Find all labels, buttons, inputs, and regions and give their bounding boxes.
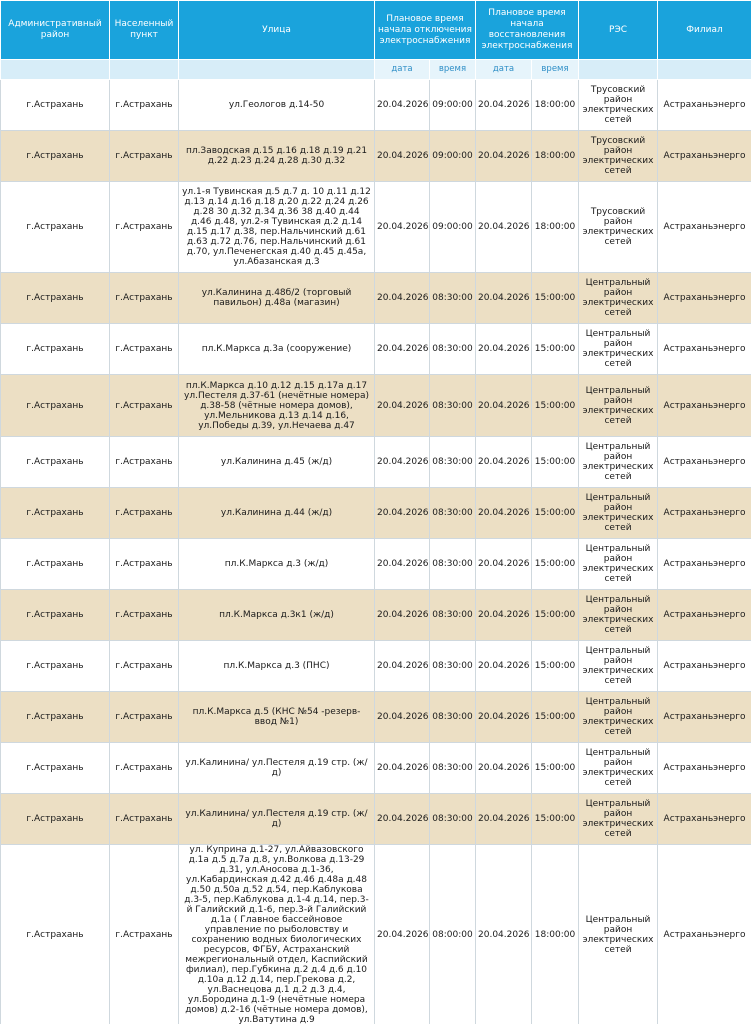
cell-off-time: 08:30:00 [430, 590, 476, 641]
cell-res: Центральный район электрических сетей [579, 324, 658, 375]
cell-off-time: 09:00:00 [430, 80, 476, 131]
cell-on-date: 20.04.2026 [476, 590, 532, 641]
cell-on-time: 15:00:00 [532, 375, 579, 437]
table-row [1, 375, 751, 437]
cell-res: Центральный район электрических сетей [579, 743, 658, 794]
cell-on-time: 15:00:00 [532, 743, 579, 794]
cell-off-time: 08:30:00 [430, 692, 476, 743]
cell-branch: Астраханьэнерго [658, 131, 751, 182]
cell-on-time: 18:00:00 [532, 845, 579, 1024]
cell-off-time: 08:30:00 [430, 437, 476, 488]
cell-on-date: 20.04.2026 [476, 539, 532, 590]
cell-res: Центральный район электрических сетей [579, 845, 658, 1024]
cell-on-date: 20.04.2026 [476, 641, 532, 692]
cell-on-date: 20.04.2026 [476, 80, 532, 131]
cell-off-date: 20.04.2026 [375, 437, 430, 488]
cell-district: г.Астрахань [1, 131, 110, 182]
cell-res: Трусовский район электрических сетей [579, 131, 658, 182]
cell-district: г.Астрахань [1, 273, 110, 324]
cell-off-date: 20.04.2026 [375, 375, 430, 437]
cell-off-time: 08:30:00 [430, 488, 476, 539]
cell-street: ул.Калинина/ ул.Пестеля д.19 стр. (ж/д) [179, 743, 375, 794]
cell-branch: Астраханьэнерго [658, 375, 751, 437]
cell-district: г.Астрахань [1, 539, 110, 590]
cell-off-date: 20.04.2026 [375, 324, 430, 375]
header-row [1, 1, 751, 60]
table-row [1, 324, 751, 375]
cell-res: Центральный район электрических сетей [579, 375, 658, 437]
cell-branch: Астраханьэнерго [658, 845, 751, 1024]
cell-off-date: 20.04.2026 [375, 80, 430, 131]
cell-res: Центральный район электрических сетей [579, 641, 658, 692]
cell-off-date: 20.04.2026 [375, 131, 430, 182]
cell-off-date: 20.04.2026 [375, 273, 430, 324]
cell-district: г.Астрахань [1, 182, 110, 273]
cell-off-time: 08:30:00 [430, 539, 476, 590]
cell-on-date: 20.04.2026 [476, 488, 532, 539]
cell-on-date: 20.04.2026 [476, 845, 532, 1024]
cell-branch: Астраханьэнерго [658, 80, 751, 131]
cell-off-date: 20.04.2026 [375, 488, 430, 539]
cell-on-date: 20.04.2026 [476, 437, 532, 488]
cell-district: г.Астрахань [1, 80, 110, 131]
table-row [1, 845, 751, 1024]
cell-branch: Астраханьэнерго [658, 437, 751, 488]
cell-branch: Астраханьэнерго [658, 539, 751, 590]
cell-branch: Астраханьэнерго [658, 488, 751, 539]
cell-off-date: 20.04.2026 [375, 794, 430, 845]
cell-off-time: 08:30:00 [430, 375, 476, 437]
cell-res: Центральный район электрических сетей [579, 437, 658, 488]
subheader-off-time: время [430, 60, 476, 80]
cell-res: Центральный район электрических сетей [579, 539, 658, 590]
cell-branch: Астраханьэнерго [658, 641, 751, 692]
cell-on-date: 20.04.2026 [476, 182, 532, 273]
cell-settlement: г.Астрахань [110, 80, 179, 131]
cell-on-time: 15:00:00 [532, 324, 579, 375]
col-header-street: Улица [179, 1, 375, 60]
cell-res: Центральный район электрических сетей [579, 273, 658, 324]
cell-settlement: г.Астрахань [110, 845, 179, 1024]
table-row [1, 692, 751, 743]
col-header-district: Административный район [1, 1, 110, 60]
cell-street: пл.К.Маркса д.10 д.12 д.15 д.17а д.17 ул.Пестеля д.37-61 (нечётные номера) д.38-58 (чётные номера домов), ул.Мельникова д.13 д.14 д.16, ул.Победы д.39, ул.Нечаева д.47 [179, 375, 375, 437]
cell-on-time: 15:00:00 [532, 641, 579, 692]
cell-settlement: г.Астрахань [110, 437, 179, 488]
col-header-branch: Филиал [658, 1, 751, 60]
cell-settlement: г.Астрахань [110, 743, 179, 794]
subheader-on-date: дата [476, 60, 532, 80]
cell-settlement: г.Астрахань [110, 324, 179, 375]
cell-settlement: г.Астрахань [110, 794, 179, 845]
cell-off-time: 09:00:00 [430, 182, 476, 273]
subheader-empty [658, 60, 751, 80]
cell-on-date: 20.04.2026 [476, 743, 532, 794]
cell-off-date: 20.04.2026 [375, 641, 430, 692]
cell-off-time: 08:30:00 [430, 641, 476, 692]
cell-on-time: 15:00:00 [532, 539, 579, 590]
cell-settlement: г.Астрахань [110, 375, 179, 437]
table-row [1, 488, 751, 539]
cell-off-date: 20.04.2026 [375, 182, 430, 273]
table-row [1, 182, 751, 273]
cell-street: пл.К.Маркса д.3а (сооружение) [179, 324, 375, 375]
cell-branch: Астраханьэнерго [658, 273, 751, 324]
subheader-row [1, 60, 751, 80]
cell-settlement: г.Астрахань [110, 641, 179, 692]
cell-settlement: г.Астрахань [110, 131, 179, 182]
subheader-off-date: дата [375, 60, 430, 80]
cell-on-date: 20.04.2026 [476, 131, 532, 182]
cell-branch: Астраханьэнерго [658, 794, 751, 845]
cell-street: ул.Калинина д.44 (ж/д) [179, 488, 375, 539]
cell-off-time: 08:30:00 [430, 324, 476, 375]
cell-street: ул.Калинина д.45 (ж/д) [179, 437, 375, 488]
col-header-res: РЭС [579, 1, 658, 60]
cell-street: пл.К.Маркса д.3 (ПНС) [179, 641, 375, 692]
subheader-empty [110, 60, 179, 80]
cell-district: г.Астрахань [1, 845, 110, 1024]
subheader-empty [179, 60, 375, 80]
cell-off-time: 08:30:00 [430, 743, 476, 794]
cell-district: г.Астрахань [1, 641, 110, 692]
col-header-settlement: Населенный пункт [110, 1, 179, 60]
cell-on-time: 15:00:00 [532, 692, 579, 743]
cell-district: г.Астрахань [1, 794, 110, 845]
cell-settlement: г.Астрахань [110, 488, 179, 539]
cell-street: ул.Геологов д.14-50 [179, 80, 375, 131]
cell-off-time: 08:30:00 [430, 273, 476, 324]
cell-res: Трусовский район электрических сетей [579, 182, 658, 273]
table-row [1, 273, 751, 324]
table-row [1, 743, 751, 794]
cell-on-time: 15:00:00 [532, 437, 579, 488]
table-row [1, 539, 751, 590]
cell-branch: Астраханьэнерго [658, 324, 751, 375]
cell-street: ул.Калинина д.48б/2 (торговый павильон) д.48а (магазин) [179, 273, 375, 324]
cell-off-time: 08:00:00 [430, 845, 476, 1024]
cell-street: пл.К.Маркса д.3к1 (ж/д) [179, 590, 375, 641]
table-row [1, 131, 751, 182]
cell-district: г.Астрахань [1, 375, 110, 437]
col-header-off-time: Плановое время начала отключения электроснабжения [375, 1, 476, 60]
cell-off-date: 20.04.2026 [375, 743, 430, 794]
cell-branch: Астраханьэнерго [658, 743, 751, 794]
table-row [1, 641, 751, 692]
table-row [1, 80, 751, 131]
cell-street: ул.Калинина/ ул.Пестеля д.19 стр. (ж/д) [179, 794, 375, 845]
table-row [1, 590, 751, 641]
cell-settlement: г.Астрахань [110, 182, 179, 273]
cell-settlement: г.Астрахань [110, 692, 179, 743]
cell-district: г.Астрахань [1, 488, 110, 539]
cell-street: ул. Куприна д.1-27, ул.Айвазовского д.1а д.5 д.7а д.8, ул.Волкова д.13-29 д.31, ул.Аносова д.1-36, ул.Кабардинская д.42 д.46 д.48а д.48 д.50 д.50а д.52 д.54, пер.Каблукова д.3-5, пер.Каблукова д.1-4 д.14, пер.3-й Галийский д.1-6, пер.3-й Галийский д.1а ( Главное бассейновое управление по рыболовству и сохранению водных биологических ресурсов, ФГБУ, Астраханский межрегиональный отдел, Каспийский филиал), пер.Губкина д.2 д.4 д.6 д.10 д.10а д.12 д.14, пер.Грекова д.2, ул.Васнецова д.1 д.2 д.3 д.4, ул.Бородина д.1-9 (нечётные номера домов) д.2-16 (чётные номера домов), ул.Ватутина д.9 [179, 845, 375, 1024]
cell-res: Центральный район электрических сетей [579, 794, 658, 845]
cell-res: Трусовский район электрических сетей [579, 80, 658, 131]
cell-street: ул.1-я Тувинская д.5 д.7 д. 10 д.11 д.12 д.13 д.14 д.16 д.18 д.20 д.22 д.24 д.26 д.28 30 д.32 д.34 д.36 38 д.40 д.44 д.46 д.48, ул.2-я Тувинская д.2 д.14 д.15 д.17 д.38, пер.Нальчинский д.61 д.63 д.72 д.76, пер.Нальчинский д.61 д.70, ул.Печенегская д.40 д.45 д.45а, ул.Абазанская д.3 [179, 182, 375, 273]
table-row [1, 437, 751, 488]
cell-res: Центральный район электрических сетей [579, 488, 658, 539]
cell-res: Центральный район электрических сетей [579, 590, 658, 641]
cell-off-date: 20.04.2026 [375, 845, 430, 1024]
cell-off-date: 20.04.2026 [375, 590, 430, 641]
cell-street: пл.Заводская д.15 д.16 д.18 д.19 д.21 д.22 д.23 д.24 д.28 д.30 д.32 [179, 131, 375, 182]
table-row [1, 794, 751, 845]
cell-on-time: 18:00:00 [532, 182, 579, 273]
cell-on-time: 15:00:00 [532, 590, 579, 641]
cell-on-date: 20.04.2026 [476, 324, 532, 375]
cell-off-time: 08:30:00 [430, 794, 476, 845]
cell-off-date: 20.04.2026 [375, 692, 430, 743]
cell-on-time: 18:00:00 [532, 80, 579, 131]
cell-off-date: 20.04.2026 [375, 539, 430, 590]
cell-district: г.Астрахань [1, 743, 110, 794]
cell-district: г.Астрахань [1, 437, 110, 488]
cell-on-time: 15:00:00 [532, 794, 579, 845]
cell-settlement: г.Астрахань [110, 539, 179, 590]
subheader-on-time: время [532, 60, 579, 80]
cell-res: Центральный район электрических сетей [579, 692, 658, 743]
subheader-empty [579, 60, 658, 80]
cell-on-time: 15:00:00 [532, 488, 579, 539]
cell-branch: Астраханьэнерго [658, 692, 751, 743]
col-header-on-time: Плановое время начала восстановления электроснабжения [476, 1, 579, 60]
subheader-empty [1, 60, 110, 80]
cell-on-date: 20.04.2026 [476, 794, 532, 845]
cell-district: г.Астрахань [1, 692, 110, 743]
cell-street: пл.К.Маркса д.5 (КНС №54 -резерв-ввод №1) [179, 692, 375, 743]
cell-settlement: г.Астрахань [110, 273, 179, 324]
cell-on-date: 20.04.2026 [476, 273, 532, 324]
cell-settlement: г.Астрахань [110, 590, 179, 641]
cell-street: пл.К.Маркса д.3 (ж/д) [179, 539, 375, 590]
cell-on-date: 20.04.2026 [476, 375, 532, 437]
cell-on-time: 15:00:00 [532, 273, 579, 324]
cell-district: г.Астрахань [1, 324, 110, 375]
cell-branch: Астраханьэнерго [658, 590, 751, 641]
cell-branch: Астраханьэнерго [658, 182, 751, 273]
cell-district: г.Астрахань [1, 590, 110, 641]
cell-on-time: 18:00:00 [532, 131, 579, 182]
cell-on-date: 20.04.2026 [476, 692, 532, 743]
cell-off-time: 09:00:00 [430, 131, 476, 182]
